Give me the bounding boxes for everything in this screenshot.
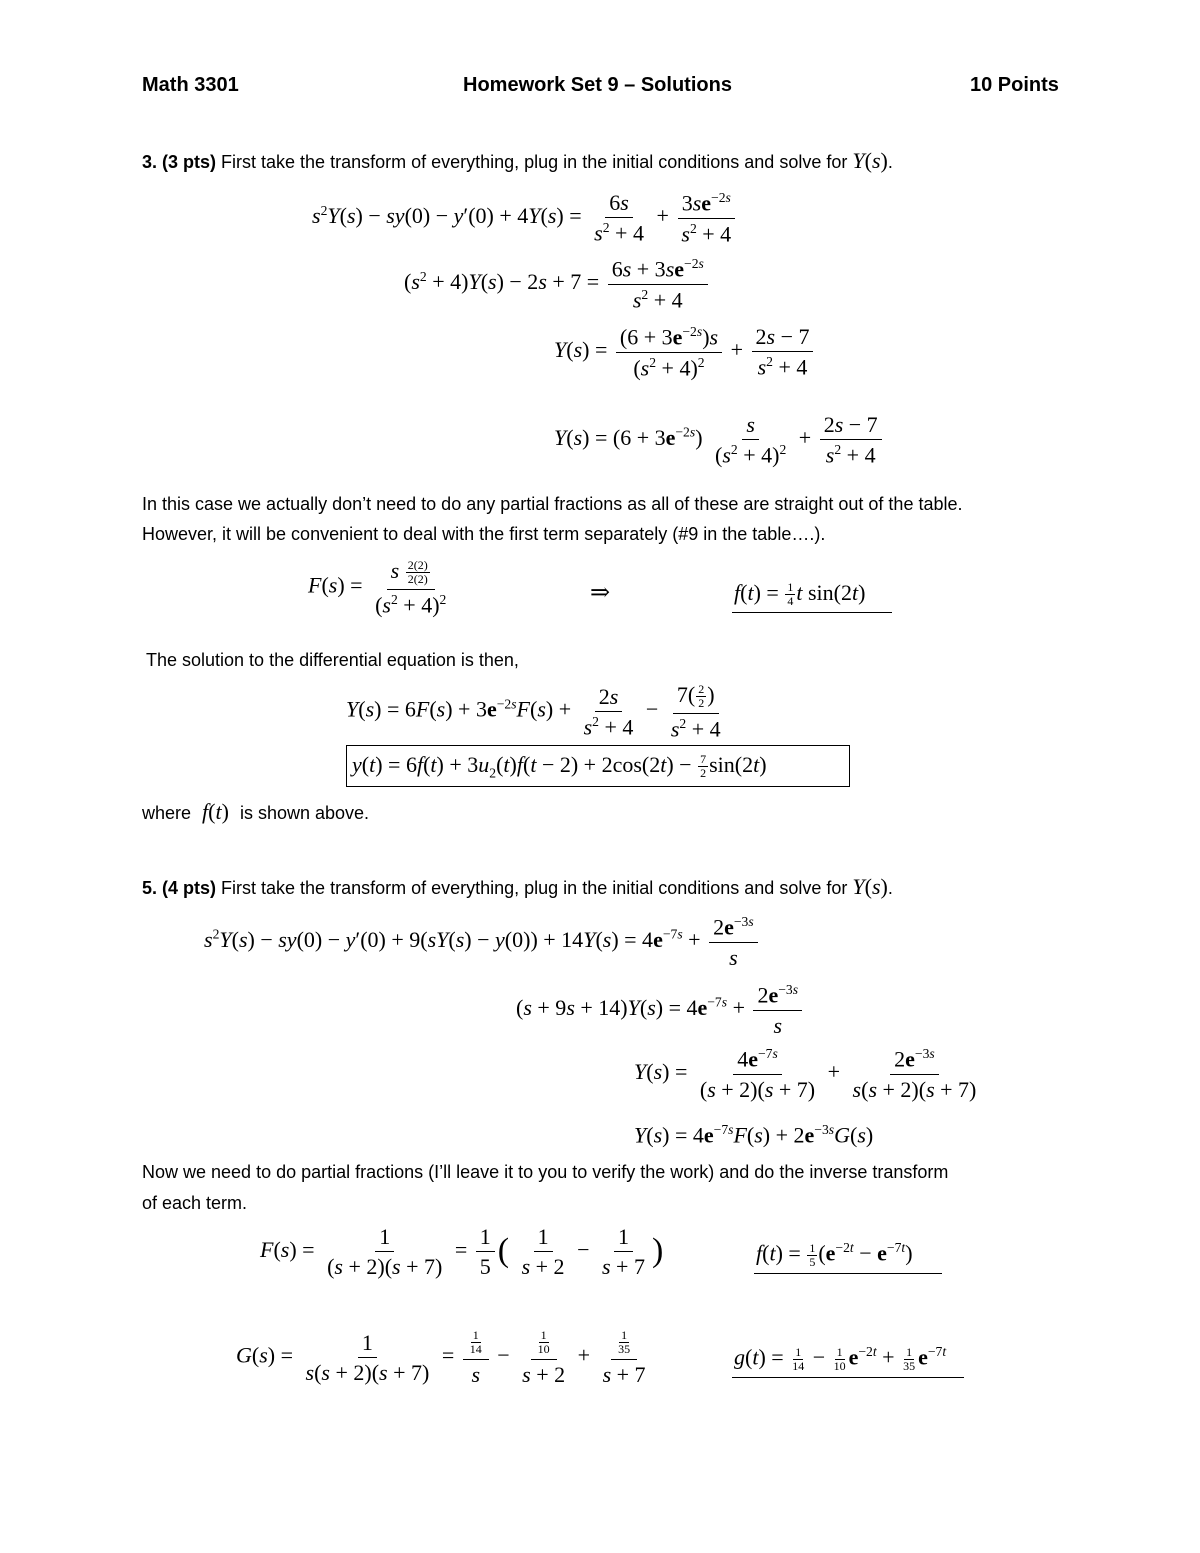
p5-Fs-partial-fractions: F(s) = $\frac{1}{(s + 2)(s + 7)}$ = $\frac{1}{5}$ ( $\frac{1}{s + 2}$ − $\frac{1}{s + 7}$ ) [260,1224,664,1280]
p5-equation-3: Y(s) = $\frac{4e^{-7s}}{(s + 2)(s + 7)}$ + $\frac{2e^{-3s}}{s(s + 2)(s + 7)}$ [634,1046,977,1102]
problem-3-label: 3. (3 pts) [142,152,217,172]
problem-5-intro-text: First take the transform of everything, plug in the initial conditions and solve for [221,878,848,898]
p3-equation-2: $(s^2 + 4)Y(s) - 2s + 7$ = $\frac{6s + 3se^{-2s}}{s^2 + 4}$ [404,256,711,312]
points-label: 10 Points [970,74,1059,96]
ft-underline [754,1273,942,1274]
p3-equation-1: $s^2Y(s) - sy(0) - y'(0) + 4Y(s)$ = $\frac{6s}{s^2 + 4}$ + $\frac{3se^{-2s}}{s^2 + 4}$ [312,190,738,246]
p5-paragraph-line-2: of each term. [142,1193,248,1213]
p3-where-line [142,797,369,828]
p3-Fs-definition: F(s) = s $\frac{2(2)}{2(2)}$ $(s^2 + 4)^2$ [308,558,447,617]
p5-equation-1: $s^2Y(s) - sy(0) - y'(0) + 9(sY(s) - y(0)) + 14Y(s) = 4e^{-7s}$ + $\frac{2e^{-3s}}{s}$ [204,914,761,970]
p5-gt-result: g(t) = $\frac{1}{14}$ − $\frac{1}{10}$ $e^{-2t}$ + $\frac{1}{35}$ $e^{-7t}$ [734,1344,947,1373]
p3-Ys-final: $Y(s) = 6F(s) + 3e^{-2s}F(s)$ + $\frac{2s}{s^2 + 4}$ − 7( $\frac{2}{2}$ ) $s^2 + 4$ [346,682,721,741]
ft-symbol: f(t) [202,799,229,824]
problem-3-intro: 3. (3 pts) First take the transform of everything, plug in the initial conditions and solve for Y(s). [142,148,893,173]
p5-paragraph-line-1: Now we need to do partial fractions (I’ll leave it to you to verify the work) and do the inverse transform [142,1162,949,1182]
course-label: Math 3301 [142,74,239,96]
p3-equation-4: $Y(s) = (6 + 3e^{-2s})$ $\frac{s}{(s^2 + 4)^2}$ + $\frac{2s - 7}{s^2 + 4}$ [554,412,885,468]
p3-paragraph-line-2: However, it will be convenient to deal with the first term separately (#9 in the table….). [142,524,826,544]
problem-3-intro-text: First take the transform of everything, plug in the initial conditions and solve for [221,152,848,172]
implies-arrow: ⇒ [590,580,611,606]
p5-Gs-partial-fractions: G(s) = $\frac{1}{s(s + 2)(s + 7)}$ = $\frac{\frac{1}{14}}{s}$ − $\frac{\frac{1}{10}}{s + 2}$ + $\frac{\frac{1}{35}}{s + 7}$ [236,1328,646,1387]
problem-5-intro: 5. (4 pts) First take the transform of everything, plug in the initial conditions and solve for Y(s). [142,874,893,899]
p3-ft-result: f(t) = $\frac{1}{4}$ t sin(2t) [734,580,866,609]
shown-above-text: is shown above. [239,803,370,823]
result-underline [732,612,892,613]
p3-equation-3: Y(s) = $\frac{(6 + 3e^{-2s})s}{(s^2 + 4)^2}$ + $\frac{2s - 7}{s^2 + 4}$ [554,324,816,380]
p5-equation-2: $(s + 9s + 14)Y(s) = 4e^{-7s}$ + $\frac{2e^{-3s}}{s}$ [516,982,805,1038]
p3-paragraph-line-1: In this case we actually don’t need to do any partial fractions as all of these are straight out of the table. [142,494,963,514]
gt-underline [732,1377,964,1378]
p3-yt-answer: $y(t) = 6f(t) + 3u_2(t)f(t - 2) + 2\cos(2t)$ − $\frac{7}{2}$ sin(2t) [352,752,767,781]
p5-equation-4: $Y(s) = 4e^{-7s}F(s) + 2e^{-3s}G(s)$ [634,1122,874,1148]
ys-symbol: Y(s) [852,148,888,173]
document-title: Homework Set 9 – Solutions [463,74,732,96]
p3-solution-text: The solution to the differential equation is then, [146,650,519,670]
p5-ft-result: f(t) = $\frac{1}{5}$ $(e^{-2t} - e^{-7t})$ [756,1240,913,1269]
problem-5-label: 5. (4 pts) [142,878,217,898]
ys-symbol-2: Y(s) [852,874,888,899]
where-text: where [142,803,192,823]
